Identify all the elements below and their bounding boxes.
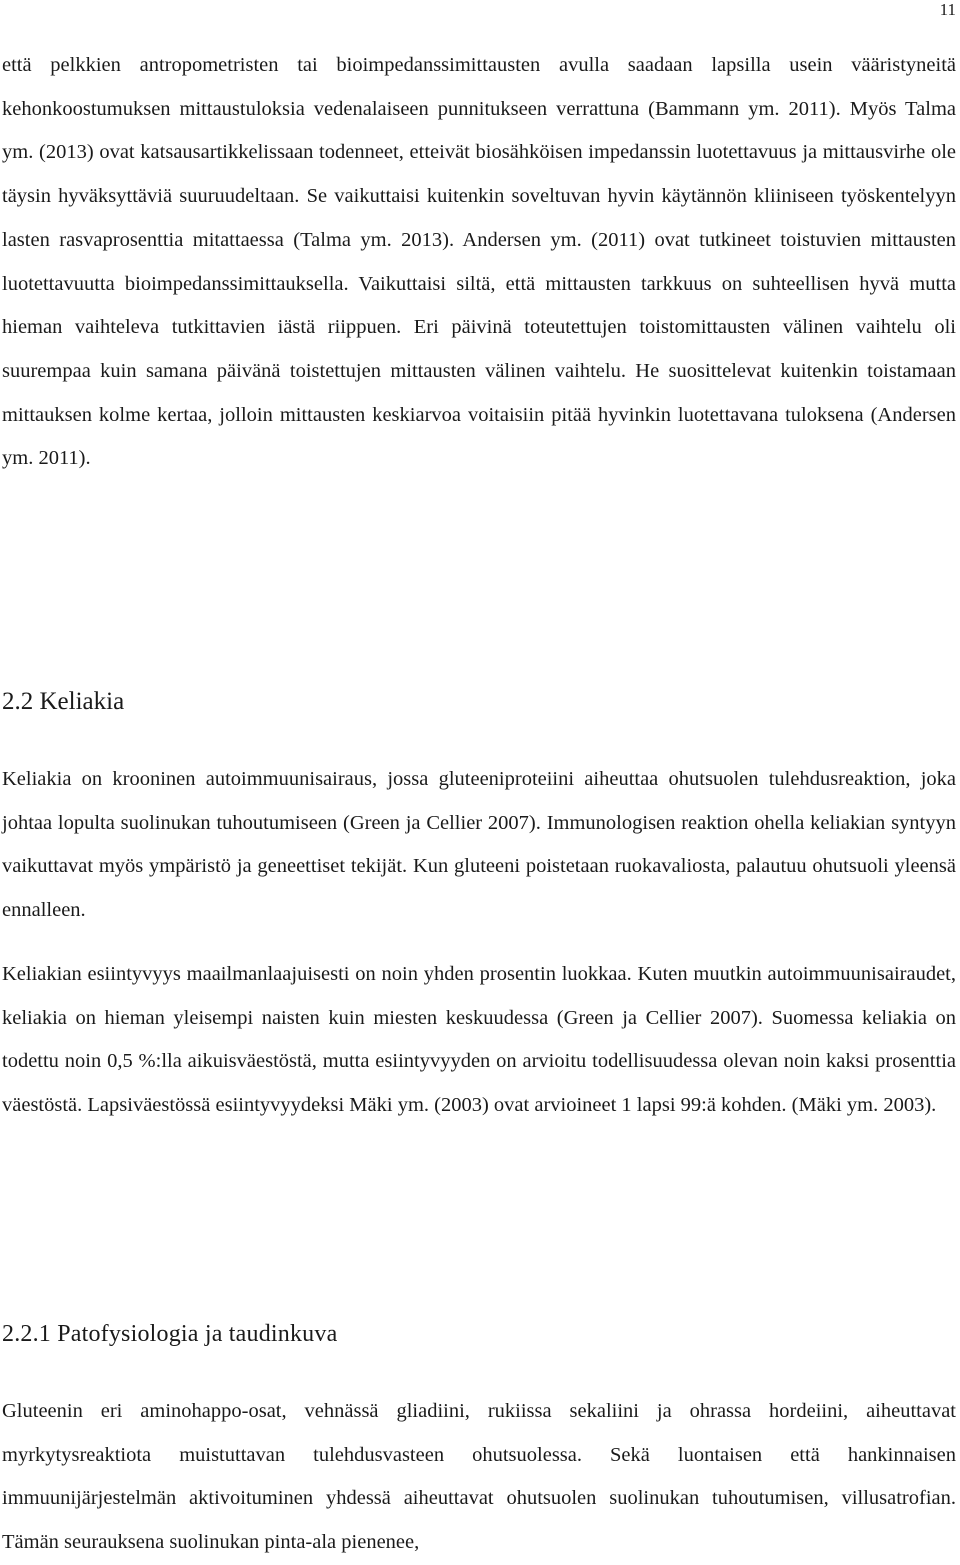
- paragraph-keliakia-definition: Keliakia on krooninen autoimmuunisairaus, jossa gluteeniproteiini aiheuttaa ohutsuolen tulehdusreaktion, joka johtaa lopulta suolinukan tuhoutumiseen (Green ja Cellier 2007). Immunologisen reaktion ohella keliakian syntyyn vaikuttavat myös ympäristö ja geneettiset tekijät. Kun gluteeni poistetaan ruokavaliosta, palautuu ohutsuoli yleensä ennalleen.: [2, 768, 956, 922]
- paragraph-keliakia-prevalence: Keliakian esiintyvyys maailmanlaajuisesti on noin yhden prosentin luokkaa. Kuten muutkin autoimmuunisairaudet, keliakia on hieman yleisempi naisten kuin miesten keskuudessa (Green ja Cellier 2007). Suomessa keliakia on todettu noin 0,5 %:lla aikuisväestöstä, mutta esiintyvyyden on arvioitu todellisuudessa olevan noin kaksi prosenttia väestöstä. Lapsiväestössä esiintyvyydeksi Mäki ym. (2003) ovat arvioineet 1 lapsi 99:ä kohden. (Mäki ym. 2003).: [2, 963, 956, 1117]
- section-heading-keliakia: 2.2 Keliakia: [2, 688, 125, 715]
- paragraph-bioimpedance: että pelkkien antropometristen tai bioimpedanssimittausten avulla saadaan lapsilla usein vääristyneitä kehonkoostumuksen mittaustuloksia vedenalaiseen punnitukseen verrattuna (Bammann ym. 2011). Myös Talma ym. (2013) ovat katsausartikkelissaan todenneet, etteivät biosähköisen impedanssin luotettavuus ja mittausvirhe ole täysin hyväksyttäviä suuruudeltaan. Se vaikuttaisi kuitenkin soveltuvan hyvin käytännön kliiniseen työskentelyyn lasten rasvaprosenttia mitattaessa (Talma ym. 2013). Andersen ym. (2011) ovat tutkineet toistuvien mittausten luotettavuutta bioimpedanssimittauksella. Vaikuttaisi siltä, että mittausten tarkkuus on suhteellisen hyvä mutta hieman vaihteleva tutkittavien iästä riippuen. Eri päivinä toteutettujen toistomittausten välinen vaihtelu oli suurempaa kuin samana päivänä toistettujen mittausten välinen vaihtelu. He suosittelevat kuitenkin toistamaan mittauksen kolme kertaa, jolloin mittausten keskiarvoa voitaisiin pitää hyvinkin luotettavana tuloksena (Andersen ym. 2011).: [2, 54, 956, 470]
- subsection-heading-patofysiologia: 2.2.1 Patofysiologia ja taudinkuva: [2, 1321, 338, 1347]
- page-number: 11: [939, 0, 956, 19]
- paragraph-patofysiologia: Gluteenin eri aminohappo-osat, vehnässä gliadiini, rukiissa sekaliini ja ohrassa hordeiini, aiheuttavat myrkytysreaktiota muistuttavan tulehdusvasteen ohutsuolessa. Sekä luontaisen että hankinnaisen immuunijärjestelmän aktivoituminen yhdessä aiheuttavat ohutsuolen suolinukan tuhoutumisen, villusatrofian. Tämän seurauksena suolinukan pinta-ala pienenee,: [2, 1400, 956, 1554]
